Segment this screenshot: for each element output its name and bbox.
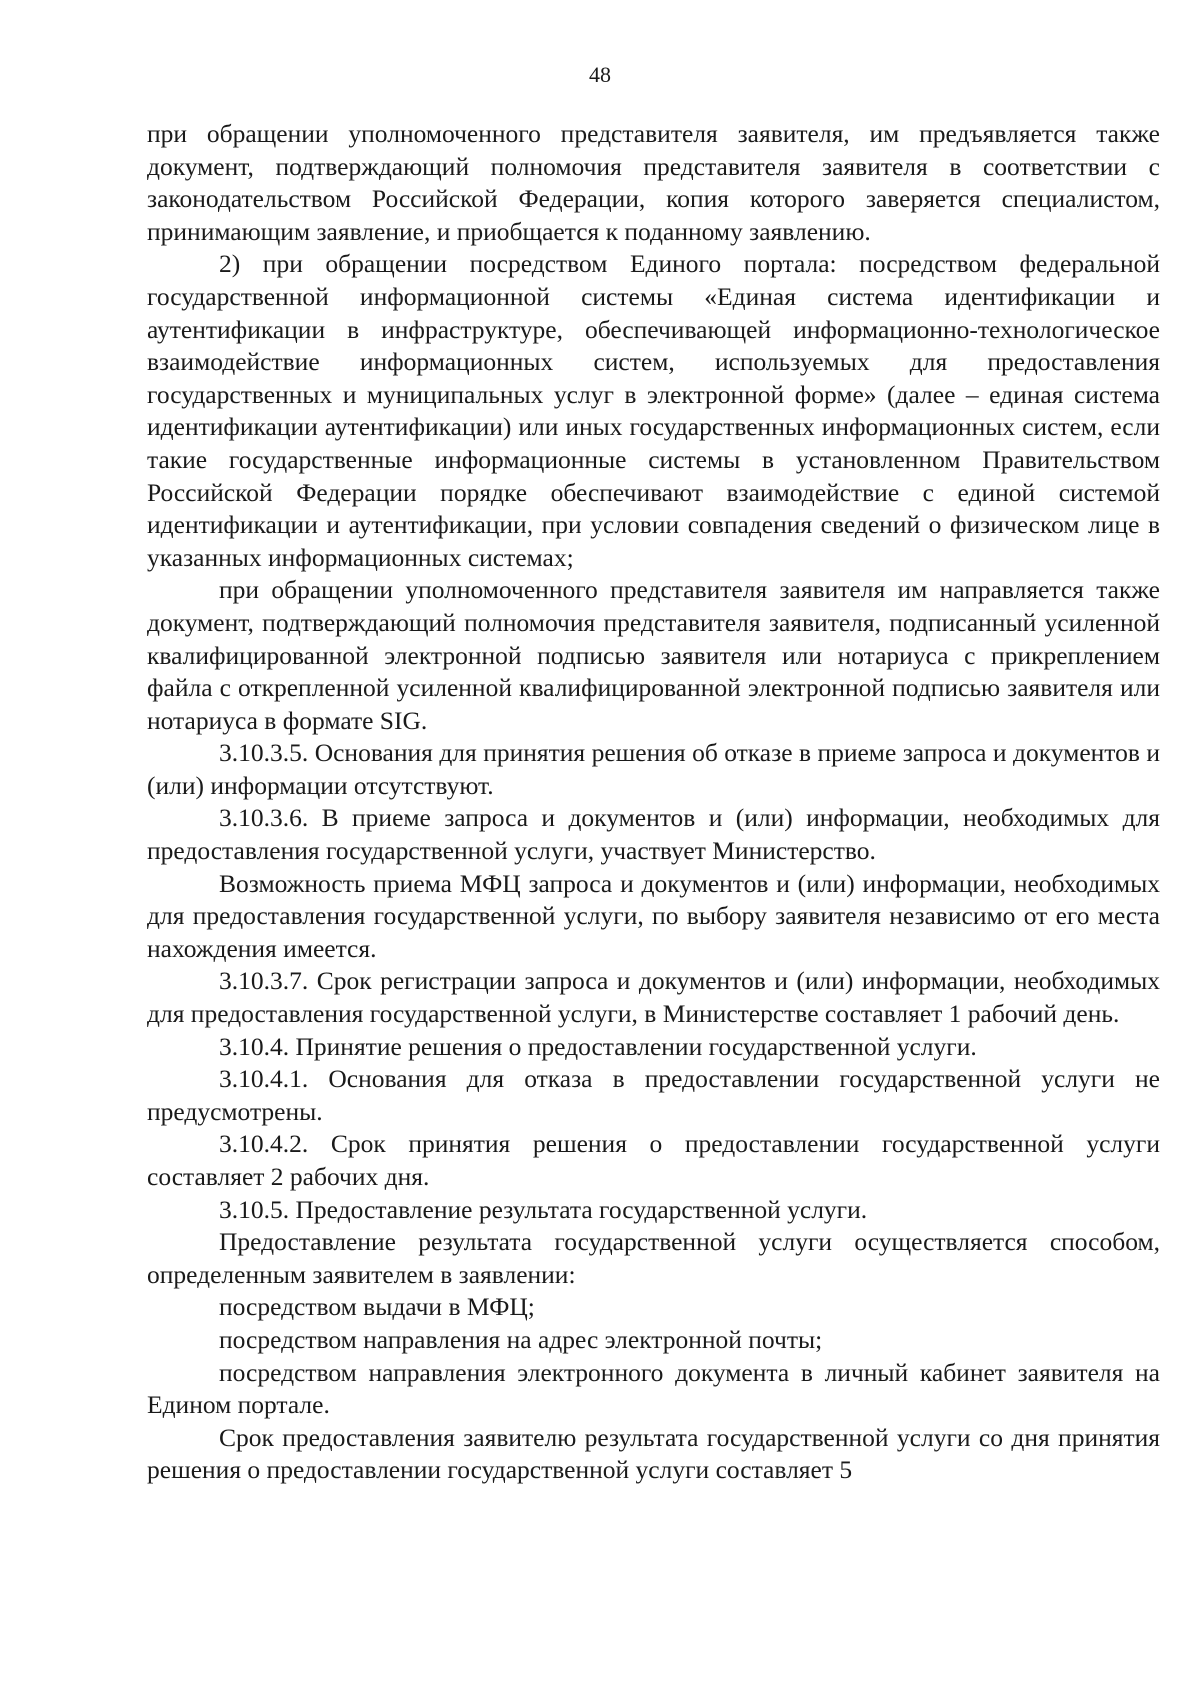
document-body <box>147 118 1160 1487</box>
list-item-email: посредством направления на адрес электронной почты; <box>219 1324 823 1354</box>
paragraph-representative-online: при обращении уполномоченного представителя заявителя им направляется также документ, подтверждающий полномочия представителя заявителя, подписанный усиленной квалифицированной электронной подписью заявителя или нотариуса с прикреплением файла с открепленной усиленной квалифицированной электронной подписью заявителя или нотариуса в формате SIG. <box>147 575 1160 735</box>
paragraph-result-delivery-method: Предоставление результата государственной услуги осуществляется способом, определенным заявителем в заявлении: <box>147 1227 1160 1289</box>
page-number: 48 <box>589 62 611 87</box>
list-item-mfc: посредством выдачи в МФЦ; <box>219 1292 535 1322</box>
paragraph-3-10-3-6: 3.10.3.6. В приеме запроса и документов и (или) информации, необходимых для предоставления государственной услуги, участвует Министерство. <box>147 803 1160 866</box>
paragraph-3-10-4: 3.10.4. Принятие решения о предоставлении государственной услуги. <box>219 1031 977 1061</box>
paragraph-3-10-4-1: 3.10.4.1. Основания для отказа в предоставлении государственной услуги не предусмотрены. <box>147 1064 1160 1126</box>
paragraph-3-10-5: 3.10.5. Предоставление результата государственной услуги. <box>219 1194 868 1224</box>
paragraph-mfc-acceptance: Возможность приема МФЦ запроса и документов и (или) информации, необходимых для предоставления государственной услуги, по выбору заявителя независимо от его места нахождения имеется. <box>147 868 1160 963</box>
paragraph-unified-portal: 2) при обращении посредством Единого портала: посредством федеральной государственной информационной системы «Единая система идентификации и аутентификации в инфраструктуре, обеспечивающей информационно-технологическое взаимодействие информационных систем, используемых для предоставления государственных и муниципальных услуг в электронной форме» (далее – единая система идентификации аутентификации) или иных государственных информационных систем, если такие государственные информационные системы в установленном Правительством Российской Федерации порядке обеспечивают взаимодействие с единой системой идентификации и аутентификации, при условии совпадения сведений о физическом лице в указанных информационных системах; <box>147 249 1160 572</box>
paragraph-representative-in-person: при обращении уполномоченного представителя заявителя, им предъявляется также документ, подтверждающий полномочия представителя заявителя в соответствии с законодательством Российской Федерации, копия которого заверяется специалистом, принимающим заявление, и приобщается к поданному заявлению. <box>147 119 1160 246</box>
paragraph-result-deadline: Срок предоставления заявителю результата государственной услуги со дня принятия решения о предоставлении государственной услуги составляет 5 <box>147 1422 1160 1485</box>
paragraph-3-10-3-5: 3.10.3.5. Основания для принятия решения об отказе в приеме запроса и документов и (или) информации отсутствуют. <box>147 738 1160 800</box>
list-item-personal-account: посредством направления электронного документа в личный кабинет заявителя на Едином портале. <box>147 1357 1160 1420</box>
paragraph-3-10-4-2: 3.10.4.2. Срок принятия решения о предоставлении государственной услуги составляет 2 рабочих дня. <box>147 1129 1160 1191</box>
paragraph-3-10-3-7: 3.10.3.7. Срок регистрации запроса и документов и (или) информации, необходимых для предоставления государственной услуги, в Министерстве составляет 1 рабочий день. <box>147 966 1160 1029</box>
